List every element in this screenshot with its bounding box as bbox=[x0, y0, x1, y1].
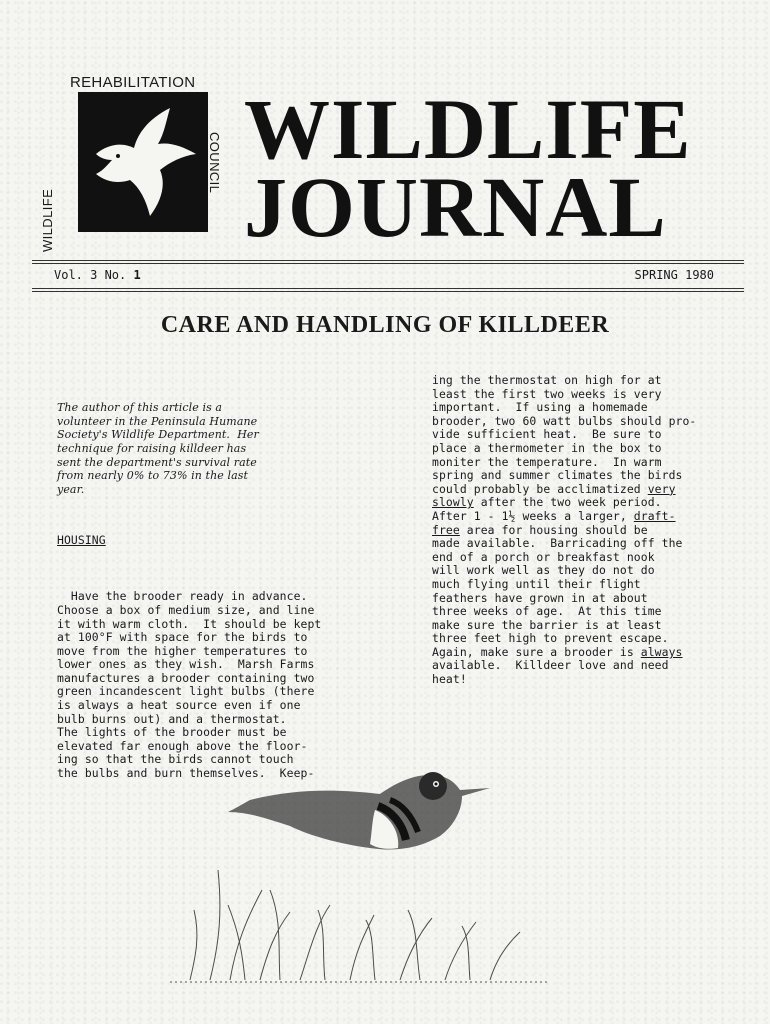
logo bbox=[64, 92, 230, 242]
logo-top-text: REHABILITATION bbox=[70, 74, 196, 91]
masthead-rule-bottom-2 bbox=[32, 291, 744, 292]
section-heading-housing: HOUSING bbox=[57, 532, 106, 547]
volume-number bbox=[54, 268, 141, 282]
author-intro: The author of this article is a volunteer in the Peninsula Humane Society's Wildlife Department. Her technique for raising killdeer has sent the department's survival rate from nearly 0% to 73% in the last year. bbox=[57, 401, 259, 496]
masthead-title-line1: WILDLIFE bbox=[244, 81, 692, 177]
season-label: SPRING 1980 bbox=[634, 268, 714, 282]
masthead-title-line2: JOURNAL bbox=[244, 159, 667, 255]
article-headline: CARE AND HANDLING OF KILLDEER bbox=[160, 312, 610, 338]
issue-number: 1 bbox=[133, 268, 141, 282]
logo-right-text: COUNCIL bbox=[207, 132, 222, 194]
masthead-rule-top bbox=[32, 260, 744, 261]
masthead-rule-bottom bbox=[32, 288, 744, 289]
masthead-rule-top-2 bbox=[32, 263, 744, 264]
logo-left-text: WILDLIFE bbox=[40, 188, 55, 252]
logo-square bbox=[78, 92, 208, 232]
killdeer-illustration bbox=[150, 740, 570, 990]
issue-row bbox=[54, 268, 714, 282]
right-column: ing the thermostat on high for at least the first two weeks is very important. If using a homemade brooder, two 60 watt bulbs should pro- vide sufficient heat. Be sure to place a thermometer in the box to moniter the temperature. In warm spring and summer climates the birds could probably be acclimatized very slowly after the two week period. After 1 - 1½ weeks a larger, draft- free area for housing should be made available. Barricading off the end of a porch or breakfast nook will work well as they do not do much flying until their flight feathers have grown in at about three weeks of age. At this time make sure the barrier is at least three feet high to prevent escape. Again, make sure a brooder is always available. Killdeer love and need heat! bbox=[432, 373, 697, 687]
housing-paragraph: Have the brooder ready in advance. Choose a box of medium size, and line it with warm cloth. It should be kept at 100°F with space for the birds to move from the higher temperatures to lower ones as they wish. Marsh Farms manufactures a brooder containing two green incandescent light bulbs (there is always a heat source even if one bulb burns out) and a thermostat. The lights of the brooder must be elevated far enough above the floor- ing so that the birds cannot touch the bulbs and burn themselves. Keep- bbox=[57, 589, 322, 781]
dove-icon bbox=[78, 92, 208, 232]
volume-label: Vol. 3 No. bbox=[54, 268, 127, 282]
